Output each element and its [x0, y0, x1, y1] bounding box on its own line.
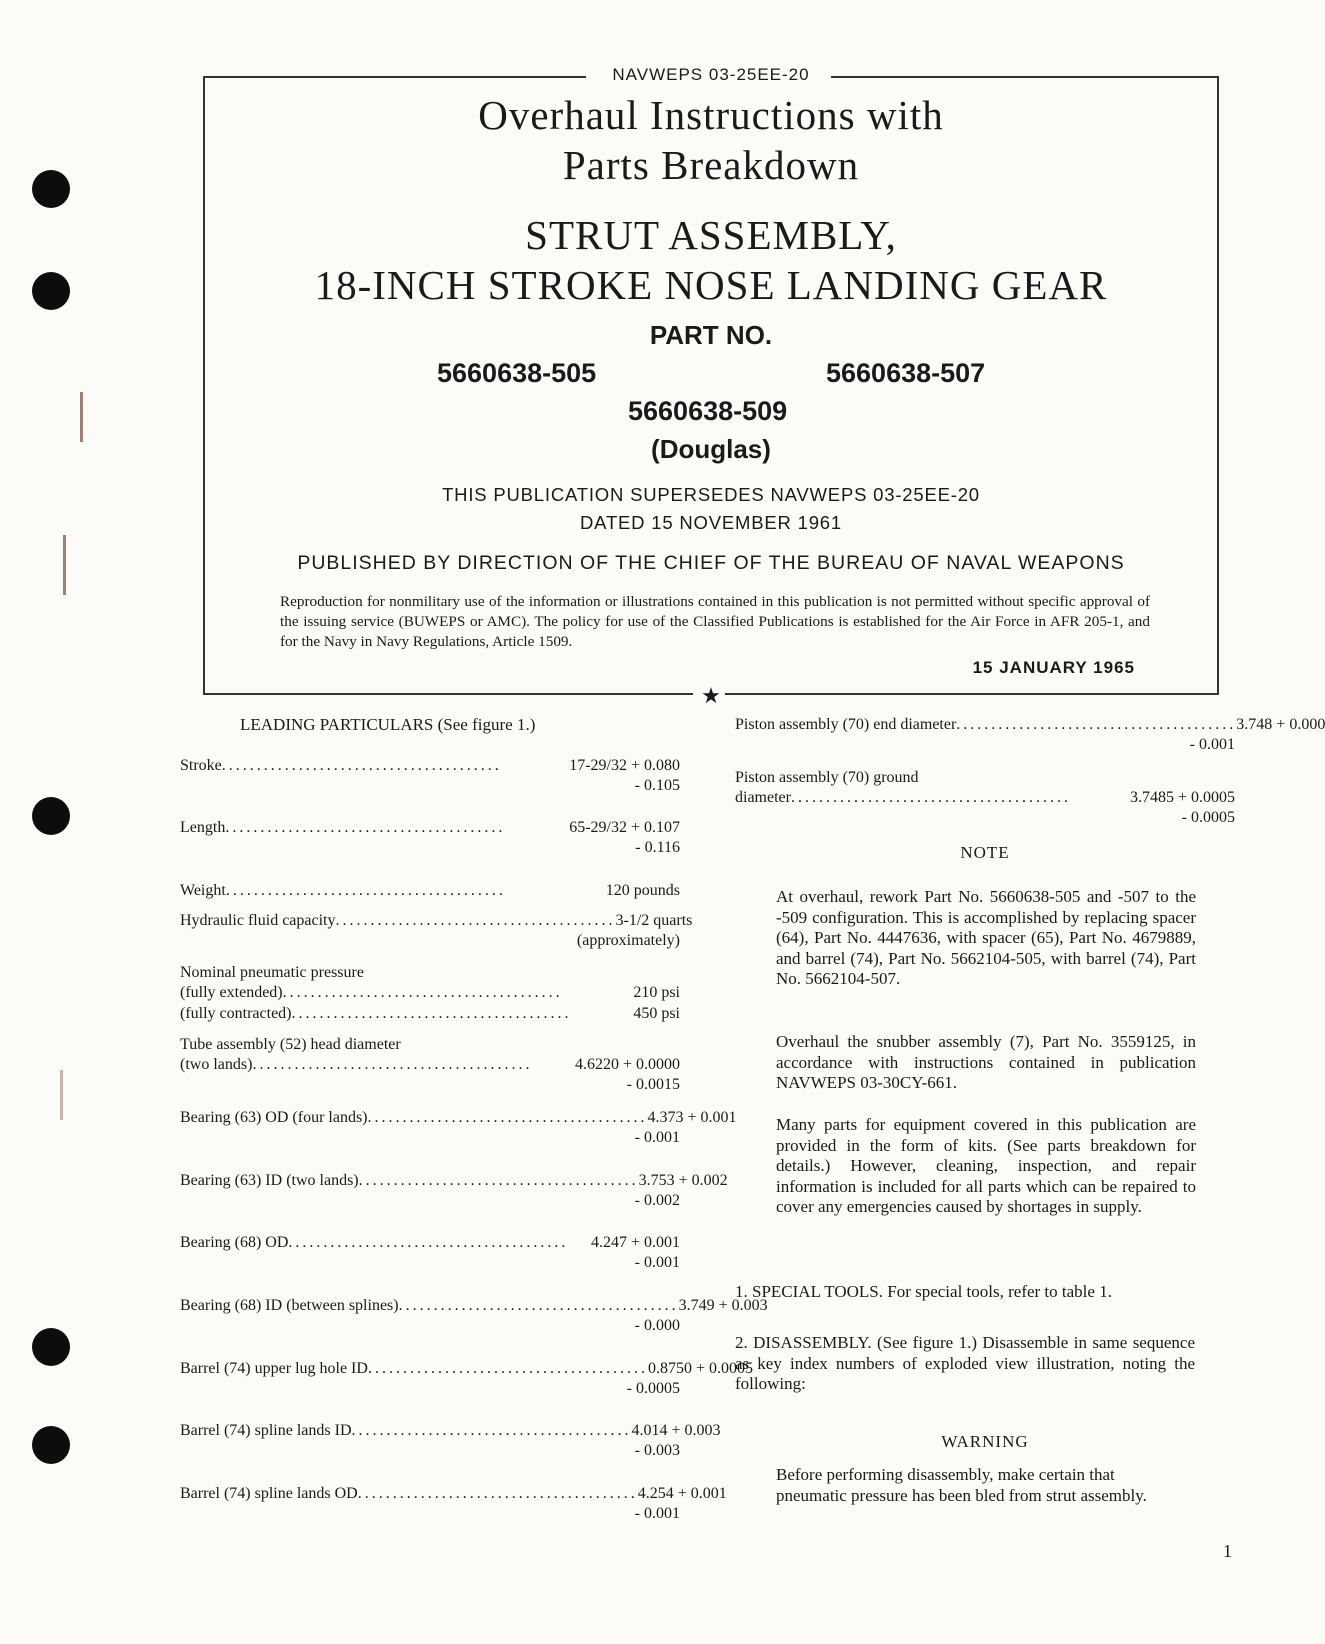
publication-date: 15 JANUARY 1965: [972, 658, 1135, 677]
particular-length: Length ........................................ 65-29/32 + 0.107 - 0.116: [180, 819, 680, 856]
star-icon: ★: [701, 683, 721, 708]
binder-hole: [32, 1328, 70, 1366]
particular-barrel-spline-od: Barrel (74) spline lands OD ........................................ 4.254 + 0.001 - 0.001: [180, 1485, 727, 1522]
particular-barrel-lug-hole: Barrel (74) upper lug hole ID ........................................ 0.8750 + 0.0005 - 0.0005: [180, 1360, 753, 1397]
particular-bearing-68-od: Bearing (68) OD ........................................ 4.247 + 0.001 - 0.001: [180, 1234, 680, 1271]
particular-weight: Weight ........................................ 120 pounds: [180, 882, 680, 899]
note-paragraph: Many parts for equipment covered in this publication are provided in the form of kits. (See parts breakdown for details.) However, cleaning, inspection, and repair information is included for all parts which can be repaired to cover any emergencies caused by shortages in supply.: [776, 1115, 1196, 1217]
document-title: Overhaul Instructions with Parts Breakdown: [478, 92, 944, 188]
part-number: 5660638-507: [826, 358, 986, 388]
particular-barrel-spline-id: Barrel (74) spline lands ID ........................................ 4.014 + 0.003 - 0.003: [180, 1422, 721, 1459]
note-heading: NOTE: [960, 843, 1010, 862]
supersedes-notice: THIS PUBLICATION SUPERSEDES NAVWEPS 03-25EE-20: [442, 484, 980, 505]
particular-stroke: Stroke ........................................ 17-29/32 + 0.080 - 0.105: [180, 757, 680, 794]
particular-piston-ground-diameter: Piston assembly (70) ground diameter ........................................ 3.7485 + 0.0005 - 0.0005: [735, 769, 1235, 826]
scan-mark: [80, 392, 83, 442]
warning-heading: WARNING: [941, 1432, 1029, 1451]
particular-piston-end-diameter: Piston assembly (70) end diameter ........................................ 3.748 + 0.000 - 0.001: [735, 716, 1325, 753]
particular-bearing-68-id: Bearing (68) ID (between splines) ........................................ 3.749 + 0.003 - 0.000: [180, 1297, 768, 1334]
subject-line-1: STRUT ASSEMBLY,: [525, 212, 897, 258]
particular-pneumatic-extended: Nominal pneumatic pressure (fully extended) ........................................ 210 psi: [180, 964, 680, 1001]
manufacturer: (Douglas): [651, 434, 771, 464]
title-block: [203, 65, 1219, 708]
part-number: 5660638-505: [437, 358, 597, 388]
subject-line-2: 18-INCH STROKE NOSE LANDING GEAR: [314, 262, 1108, 308]
supersedes-date: DATED 15 NOVEMBER 1961: [580, 512, 842, 533]
scan-mark: [63, 535, 66, 595]
particular-pneumatic-contracted: (fully contracted) ........................................ 450 psi: [180, 1005, 680, 1022]
warning-text: Before performing disassembly, make certain that pneumatic pressure has been bled from strut assembly.: [776, 1465, 1147, 1505]
reproduction-notice: Reproduction for nonmilitary use of the information or illustrations contained in this publication is not permitted without specific approval of the issuing service (BUWEPS or AMC). The policy for use of the Classified Publications is established for the Air Force in AFR 205-1, and for the Navy in Navy Regulations, Article 1509.: [280, 593, 1150, 650]
part-number: 5660638-509: [628, 396, 788, 426]
scan-mark: [60, 1070, 63, 1120]
binder-hole: [32, 272, 70, 310]
note-paragraph: At overhaul, rework Part No. 5660638-505 and -507 to the -509 configuration. This is accomplished by replacing spacer (64), Part No. 4447636, with spacer (65), Part No. 4679889, and barrel (74), Part No. 5662104-505, with barrel (74), Part No. 5662104-507.: [776, 887, 1196, 989]
published-by: PUBLISHED BY DIRECTION OF THE CHIEF OF THE BUREAU OF NAVAL WEAPONS: [297, 552, 1125, 574]
particular-bearing-63-od: Bearing (63) OD (four lands) ........................................ 4.373 + 0.001 - 0.001: [180, 1109, 737, 1146]
particular-bearing-63-id: Bearing (63) ID (two lands) ........................................ 3.753 + 0.002 - 0.002: [180, 1172, 728, 1209]
part-no-label: PART NO.: [649, 320, 773, 350]
particular-tube-head-diameter: Tube assembly (52) head diameter (two lands) ........................................ 4.6220 + 0.0000 - 0.0015: [180, 1036, 680, 1093]
page-number: 1: [1223, 1541, 1232, 1561]
section-disassembly: 2. DISASSEMBLY. (See figure 1.) Disassemble in same sequence as key index numbers of exploded view illustration, noting the following:: [735, 1333, 1195, 1394]
publication-number: NAVWEPS 03-25EE-20: [612, 65, 810, 84]
binder-hole: [32, 797, 70, 835]
binder-hole: [32, 170, 70, 208]
particular-hydraulic-fluid: Hydraulic fluid capacity ........................................ 3-1/2 quarts (approximately): [180, 912, 693, 949]
section-special-tools: 1. SPECIAL TOOLS. For special tools, refer to table 1.: [735, 1282, 1112, 1301]
note-paragraph: Overhaul the snubber assembly (7), Part No. 3559125, in accordance with instructions contained in publication NAVWEPS 03-30CY-661.: [776, 1032, 1196, 1093]
binder-hole: [32, 1426, 70, 1464]
leading-particulars-heading: LEADING PARTICULARS (See figure 1.): [240, 715, 536, 734]
